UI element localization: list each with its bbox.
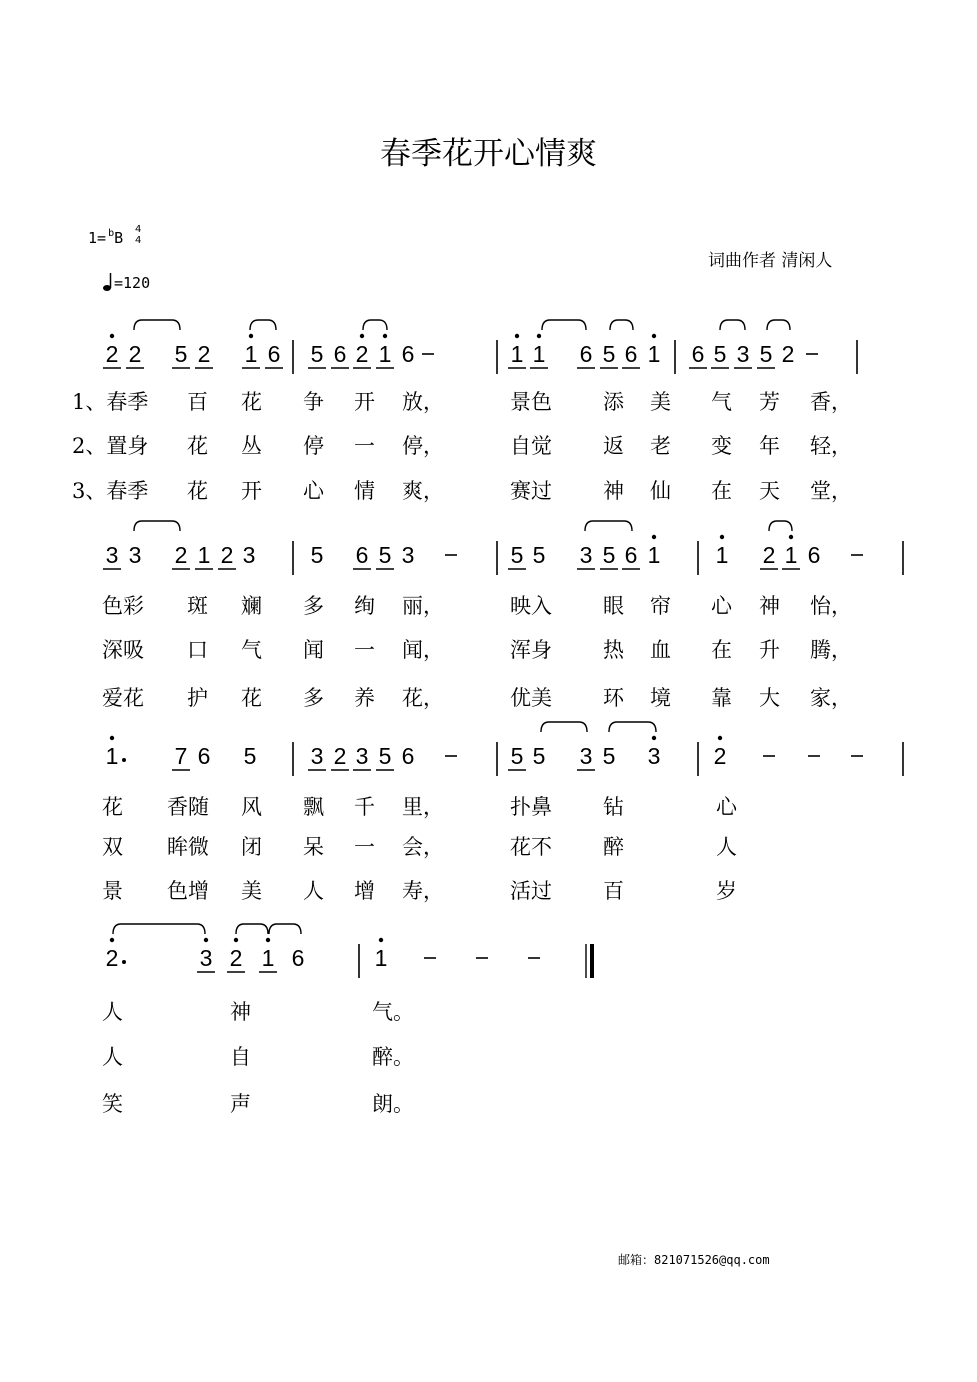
note-5: 5 <box>759 341 773 367</box>
lyric-word: 人 <box>716 835 737 859</box>
author-credit: 词曲作者 清闲人 <box>708 251 833 271</box>
lyric-word: 神 <box>759 594 780 618</box>
note-1: 1 <box>715 542 729 568</box>
lyric-word: 美 <box>241 879 262 903</box>
lyric-word: 怡， <box>810 594 852 618</box>
note-5: 5 <box>378 542 392 568</box>
key-prefix: 1= <box>88 229 107 247</box>
lyric-word: 家， <box>810 686 852 710</box>
lyric-word: 气 <box>711 390 732 414</box>
note-5: 5 <box>602 743 616 769</box>
slur-arc <box>113 924 205 934</box>
lyric-word: 醉 <box>603 835 624 859</box>
lyric-word: 百 <box>187 390 208 414</box>
octave-dot <box>204 938 208 942</box>
lyric-word: 变 <box>711 434 732 458</box>
note-5: 5 <box>532 542 546 568</box>
slur-arc <box>236 924 268 934</box>
lyric-word: 优美 <box>510 686 552 710</box>
note-6: 6 <box>355 542 369 568</box>
lyric-word: 气 <box>241 638 262 662</box>
lyric-word: 1、春季 <box>72 390 149 414</box>
lyric-word: 养 <box>354 686 375 710</box>
lyric-word: 声 <box>230 1092 251 1116</box>
note-2: 2 <box>762 542 776 568</box>
note-2: 2 <box>128 341 142 367</box>
note-3: 3 <box>579 743 593 769</box>
note-1: 1 <box>510 341 524 367</box>
lyric-word: 环 <box>603 686 624 710</box>
lyric-word: 停， <box>402 434 444 458</box>
lyric-word: 增 <box>354 879 375 903</box>
lyric-word: 花 <box>187 434 208 458</box>
lyric-word: 香， <box>810 390 852 414</box>
lyric-word: 心 <box>711 594 732 618</box>
lyric-word: 朗。 <box>372 1092 414 1116</box>
note-6: 6 <box>624 542 638 568</box>
slur-arc <box>767 320 790 330</box>
slur-arc <box>542 320 586 330</box>
lyric-word: 大 <box>759 686 780 710</box>
time-top: 4 <box>135 224 142 235</box>
octave-dot <box>720 535 724 539</box>
lyric-word: 斑 <box>187 594 208 618</box>
slur-arc <box>720 320 745 330</box>
note-3: 3 <box>242 542 256 568</box>
slur-arc <box>250 320 276 330</box>
email-contact: 邮箱：821071526@qq.com <box>618 1253 770 1267</box>
lyric-word: 年 <box>759 434 780 458</box>
note-1: 1 <box>378 341 392 367</box>
lyric-word: 在 <box>711 638 732 662</box>
lyric-word: 斓 <box>241 594 262 618</box>
lyric-word: 老 <box>650 434 671 458</box>
lyric-word: 丽， <box>402 594 444 618</box>
octave-dot <box>515 334 519 338</box>
slur-arc <box>541 722 587 732</box>
note-1: 1 <box>261 945 275 971</box>
note-6: 6 <box>401 341 415 367</box>
lyric-word: 景 <box>102 879 123 903</box>
note-2: 2 <box>781 341 795 367</box>
lyric-word: 花不 <box>510 835 552 859</box>
note-5: 5 <box>174 341 188 367</box>
lyric-word: 香随 <box>167 795 209 819</box>
lyric-word: 钻 <box>603 795 624 819</box>
lyric-word: 热 <box>603 638 624 662</box>
lyric-word: 在 <box>711 479 732 503</box>
lyric-word: 闻， <box>402 638 444 662</box>
octave-dot <box>360 334 364 338</box>
lyric-word: 返 <box>603 434 624 458</box>
lyric-word: 一 <box>354 434 375 458</box>
lyric-word: 放， <box>402 390 444 414</box>
tempo-value: =120 <box>114 274 151 292</box>
lyric-word: 添 <box>603 390 624 414</box>
lyric-word: 丛 <box>241 434 262 458</box>
note-2: 2 <box>355 341 369 367</box>
lyric-word: 堂， <box>810 479 852 503</box>
key-note: B <box>114 229 124 247</box>
note-7: 7 <box>174 743 188 769</box>
note-5: 5 <box>713 341 727 367</box>
note-3: 3 <box>199 945 213 971</box>
lyric-word: 色增 <box>167 879 209 903</box>
note-5: 5 <box>532 743 546 769</box>
note-6: 6 <box>197 743 211 769</box>
lyric-word: 人 <box>303 879 324 903</box>
lyric-word: 浑身 <box>510 638 552 662</box>
lyric-word: 景色 <box>510 390 552 414</box>
note-5: 5 <box>310 341 324 367</box>
lyric-word: 闭 <box>241 835 262 859</box>
octave-dot <box>379 938 383 942</box>
lyric-word: 风 <box>241 795 262 819</box>
octave-dot <box>789 535 793 539</box>
lyric-word: 开 <box>354 390 375 414</box>
note-3: 3 <box>105 542 119 568</box>
octave-dot <box>110 334 114 338</box>
lyric-word: 扑鼻 <box>510 795 552 819</box>
note-3: 3 <box>736 341 750 367</box>
note-2: 2 <box>105 945 119 971</box>
slur-arc <box>585 521 632 531</box>
flat-sign: b <box>108 228 115 239</box>
note-1: 1 <box>244 341 258 367</box>
lyric-word: 映入 <box>510 594 552 618</box>
note-2: 2 <box>220 542 234 568</box>
lyric-word: 花 <box>241 686 262 710</box>
slur-arc <box>134 521 180 531</box>
note-3: 3 <box>310 743 324 769</box>
note-6: 6 <box>691 341 705 367</box>
slur-arc <box>769 521 792 531</box>
note-5: 5 <box>510 542 524 568</box>
note-6: 6 <box>579 341 593 367</box>
lyric-word: 天 <box>759 479 780 503</box>
lyric-word: 多 <box>303 686 324 710</box>
lyric-word: 活过 <box>510 879 552 903</box>
slur-arc <box>610 320 633 330</box>
note-5: 5 <box>602 542 616 568</box>
note-3: 3 <box>647 743 661 769</box>
lyric-word: 停 <box>303 434 324 458</box>
note-3: 3 <box>579 542 593 568</box>
note-6: 6 <box>291 945 305 971</box>
lyric-word: 笑 <box>102 1092 123 1116</box>
octave-dot <box>234 938 238 942</box>
lyric-word: 深吸 <box>102 638 144 662</box>
lyric-word: 爽， <box>402 479 444 503</box>
lyric-word: 色彩 <box>102 594 144 618</box>
note-1: 1 <box>197 542 211 568</box>
lyric-word: 2、置身 <box>72 434 149 458</box>
octave-dot <box>110 938 114 942</box>
note-3: 3 <box>355 743 369 769</box>
note-1: 1 <box>374 945 388 971</box>
lyric-word: 境 <box>650 686 671 710</box>
lyric-word: 神 <box>603 479 624 503</box>
note-2: 2 <box>197 341 211 367</box>
octave-dot <box>110 736 114 740</box>
lyric-word: 神 <box>230 1000 251 1024</box>
slur-arc <box>269 924 301 934</box>
lyric-word: 双 <box>102 835 123 859</box>
lyric-word: 口 <box>187 638 208 662</box>
lyric-word: 自 <box>230 1045 251 1069</box>
lyric-word: 醉。 <box>372 1045 414 1069</box>
lyric-word: 花 <box>241 390 262 414</box>
augmentation-dot <box>122 758 126 762</box>
note-6: 6 <box>807 542 821 568</box>
note-6: 6 <box>624 341 638 367</box>
lyric-word: 芳 <box>759 390 780 414</box>
lyric-word: 赛过 <box>510 479 552 503</box>
lyric-word: 花 <box>187 479 208 503</box>
note-3: 3 <box>401 542 415 568</box>
lyric-word: 会， <box>402 835 444 859</box>
note-3: 3 <box>128 542 142 568</box>
octave-dot <box>249 334 253 338</box>
note-1: 1 <box>105 743 119 769</box>
note-5: 5 <box>378 743 392 769</box>
lyric-word: 闻 <box>303 638 324 662</box>
note-6: 6 <box>267 341 281 367</box>
lyric-word: 眼 <box>603 594 624 618</box>
lyric-word: 心 <box>716 795 737 819</box>
note-6: 6 <box>333 341 347 367</box>
note-2: 2 <box>105 341 119 367</box>
lyric-word: 人 <box>102 1000 123 1024</box>
note-1: 1 <box>784 542 798 568</box>
lyric-word: 争 <box>303 390 324 414</box>
lyric-word: 开 <box>241 479 262 503</box>
note-5: 5 <box>510 743 524 769</box>
lyric-word: 情 <box>354 479 375 503</box>
lyric-word: 多 <box>303 594 324 618</box>
lyric-word: 眸微 <box>167 835 209 859</box>
lyric-word: 气。 <box>372 1000 414 1024</box>
lyric-word: 腾， <box>810 638 852 662</box>
lyric-word: 3、春季 <box>72 479 149 503</box>
note-6: 6 <box>401 743 415 769</box>
lyric-word: 美 <box>650 390 671 414</box>
note-2: 2 <box>174 542 188 568</box>
lyric-word: 飘 <box>303 795 324 819</box>
lyric-word: 千 <box>354 795 375 819</box>
note-5: 5 <box>243 743 257 769</box>
lyric-word: 绚 <box>354 594 375 618</box>
octave-dot <box>652 334 656 338</box>
lyric-word: 花 <box>102 795 123 819</box>
lyric-word: 寿， <box>402 879 444 903</box>
octave-dot <box>537 334 541 338</box>
lyric-word: 花， <box>402 686 444 710</box>
lyric-word: 一 <box>354 835 375 859</box>
lyric-word: 一 <box>354 638 375 662</box>
lyric-word: 人 <box>102 1045 123 1069</box>
lyric-word: 帘 <box>650 594 671 618</box>
note-1: 1 <box>532 341 546 367</box>
note-1: 1 <box>647 341 661 367</box>
lyric-word: 轻， <box>810 434 852 458</box>
lyric-word: 自觉 <box>510 434 552 458</box>
note-5: 5 <box>602 341 616 367</box>
note-1: 1 <box>647 542 661 568</box>
song-title: 春季花开心情爽 <box>380 136 597 172</box>
octave-dot <box>266 938 270 942</box>
lyric-word: 百 <box>603 879 624 903</box>
lyric-word: 升 <box>759 638 780 662</box>
lyric-word: 血 <box>650 638 671 662</box>
note-5: 5 <box>310 542 324 568</box>
slur-arc <box>134 320 180 330</box>
augmentation-dot <box>122 960 126 964</box>
octave-dot <box>718 736 722 740</box>
note-2: 2 <box>333 743 347 769</box>
slur-arc <box>609 722 656 732</box>
octave-dot <box>652 736 656 740</box>
lyric-word: 护 <box>187 686 208 710</box>
octave-dot <box>652 535 656 539</box>
lyric-word: 岁 <box>716 879 737 903</box>
note-2: 2 <box>713 743 727 769</box>
lyric-word: 爱花 <box>102 686 144 710</box>
lyric-word: 心 <box>303 479 324 503</box>
lyric-word: 靠 <box>711 686 732 710</box>
note-2: 2 <box>229 945 243 971</box>
time-bottom: 4 <box>135 235 142 246</box>
lyric-word: 呆 <box>303 835 324 859</box>
slur-arc <box>363 320 387 330</box>
octave-dot <box>383 334 387 338</box>
lyric-word: 仙 <box>650 479 671 503</box>
lyric-word: 里， <box>402 795 444 819</box>
